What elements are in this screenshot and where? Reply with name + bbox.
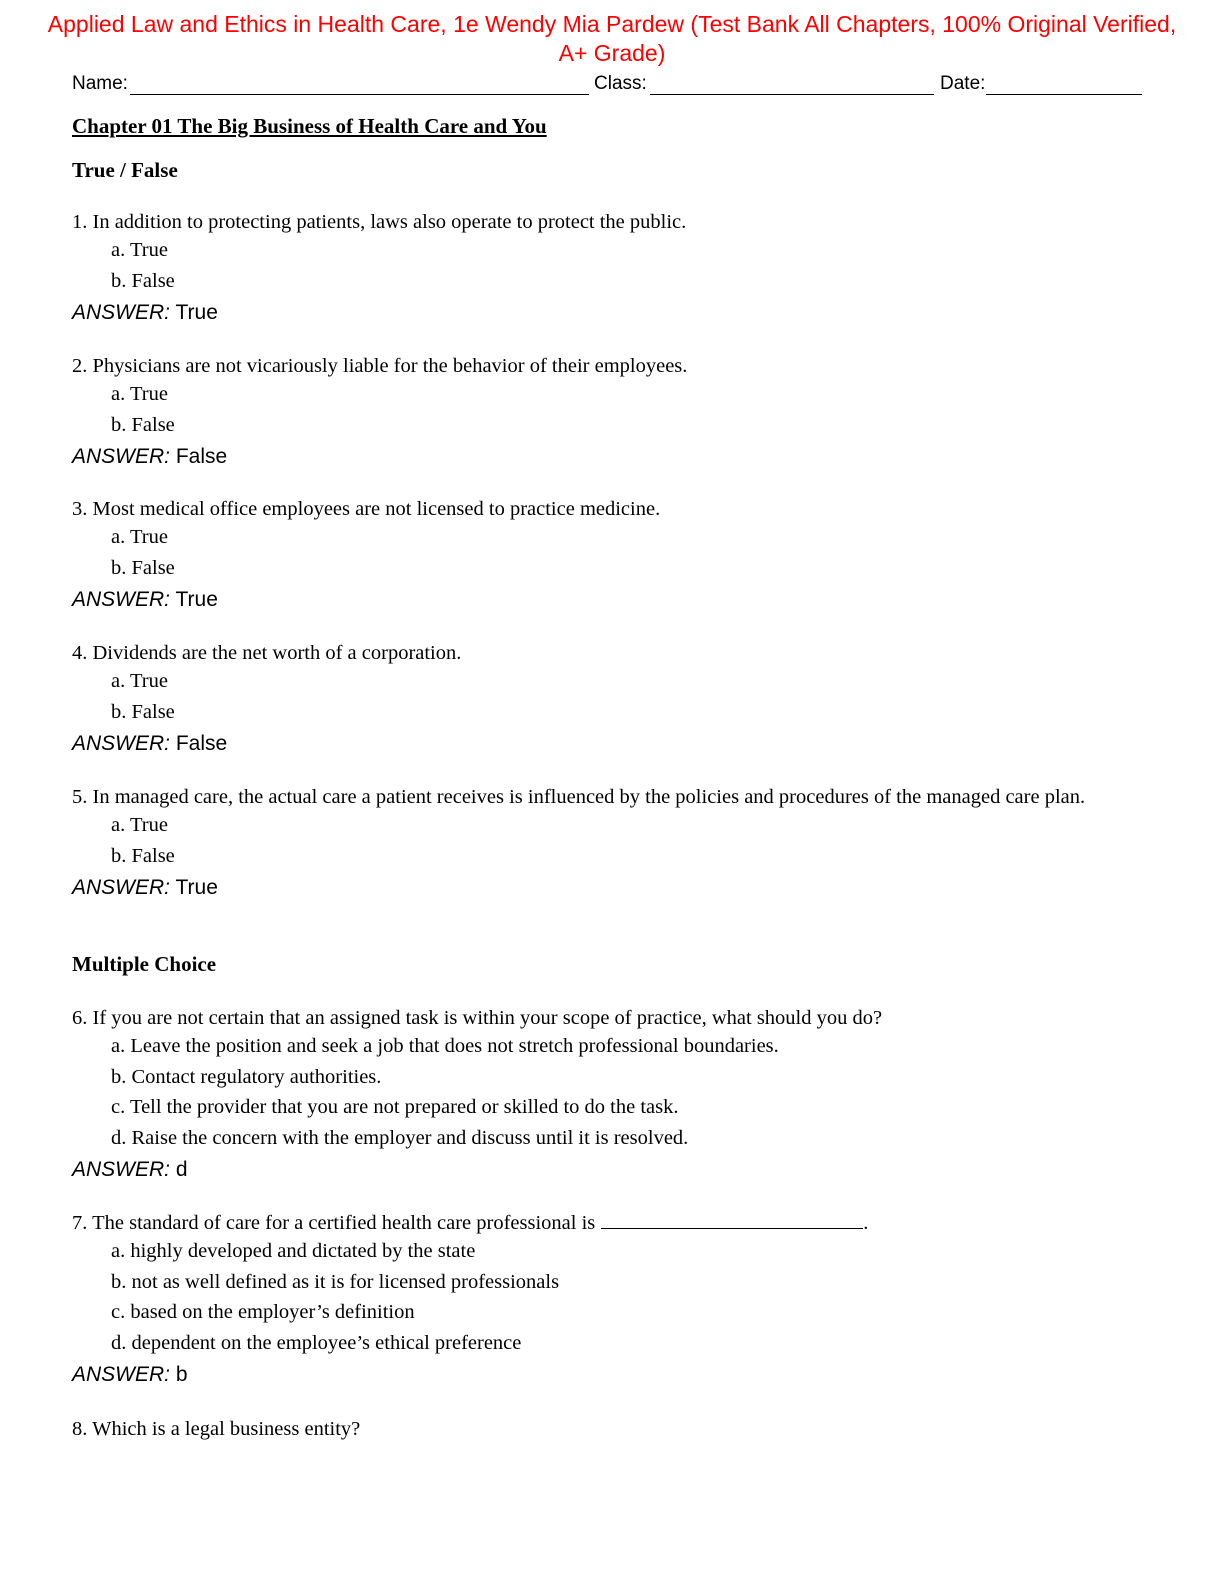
answer-value: True — [175, 588, 218, 611]
section-heading-multiple-choice: Multiple Choice — [72, 952, 217, 976]
option-d: d. dependent on the employee’s ethical preference — [111, 1331, 522, 1354]
option-a: a. True — [111, 239, 168, 261]
question-text: 8. Which is a legal business entity? — [72, 1418, 361, 1440]
question-text-row — [72, 1210, 1132, 1236]
fill-in-blank — [601, 1210, 863, 1229]
option-b: b. Contact regulatory authorities. — [111, 1065, 382, 1088]
name-line — [130, 94, 589, 95]
answer-line — [72, 442, 1132, 472]
answer-line — [72, 1155, 1132, 1185]
option-b: b. False — [111, 556, 175, 579]
question-text: 5. In managed care, the actual care a patient receives is influenced by the policies and procedures of the managed care plan. — [72, 786, 1086, 808]
option-b: b. False — [111, 700, 175, 723]
date-label: Date: — [940, 73, 986, 94]
answer-line — [72, 298, 1132, 328]
option-c: c. based on the employer’s definition — [111, 1301, 415, 1323]
question-3 — [72, 496, 1132, 615]
question-6 — [72, 1005, 1132, 1185]
question-text: 7. The standard of care for a certified health care professional is — [72, 1212, 596, 1234]
question-text-end: . — [863, 1212, 869, 1234]
option-a: a. True — [111, 526, 168, 548]
answer-value: False — [175, 732, 228, 755]
name-label: Name: — [72, 73, 128, 94]
answer-label: ANSWER: — [72, 588, 171, 611]
answer-line — [72, 585, 1132, 615]
answer-value: True — [175, 876, 218, 899]
option-a: a. highly developed and dictated by the state — [111, 1240, 476, 1262]
option-b: b. False — [111, 844, 175, 867]
question-text: 6. If you are not certain that an assigned task is within your scope of practice, what should you do? — [72, 1007, 883, 1029]
class-line — [650, 94, 934, 95]
answer-label: ANSWER: — [72, 301, 171, 324]
question-text: 4. Dividends are the net worth of a corporation. — [72, 642, 462, 664]
option-a: a. True — [111, 814, 168, 836]
option-c: c. Tell the provider that you are not prepared or skilled to do the task. — [111, 1096, 679, 1118]
question-2 — [72, 353, 1132, 472]
option-a: a. True — [111, 670, 168, 692]
answer-line — [72, 729, 1132, 759]
option-b: b. False — [111, 269, 175, 292]
question-8 — [72, 1416, 1132, 1442]
question-5 — [72, 784, 1142, 903]
answer-label: ANSWER: — [72, 876, 171, 899]
document-header-title: Applied Law and Ethics in Health Care, 1e Wendy Mia Pardew (Test Bank All Chapters, 100% Original Verified, A+ Grade) — [47, 11, 1177, 66]
date-line — [986, 94, 1142, 95]
question-4 — [72, 640, 1132, 759]
option-b: b. not as well defined as it is for licensed professionals — [111, 1270, 560, 1293]
chapter-title: Chapter 01 The Big Business of Health Care and You — [72, 114, 547, 138]
class-label: Class: — [594, 73, 647, 94]
option-a: a. Leave the position and seek a job that does not stretch professional boundaries. — [111, 1035, 779, 1057]
answer-label: ANSWER: — [72, 1363, 171, 1386]
question-text: 2. Physicians are not vicariously liable for the behavior of their employees. — [72, 355, 688, 377]
answer-label: ANSWER: — [72, 1158, 171, 1181]
answer-value: False — [175, 445, 228, 468]
answer-value: d — [175, 1158, 188, 1181]
option-d: d. Raise the concern with the employer and discuss until it is resolved. — [111, 1126, 689, 1149]
answer-label: ANSWER: — [72, 732, 171, 755]
answer-value: b — [175, 1363, 188, 1386]
question-1 — [72, 209, 1132, 328]
answer-label: ANSWER: — [72, 445, 171, 468]
section-heading-true-false: True / False — [72, 158, 178, 182]
answer-value: True — [175, 301, 218, 324]
option-a: a. True — [111, 383, 168, 405]
option-b: b. False — [111, 413, 175, 436]
answer-line — [72, 1360, 1132, 1390]
question-text: 3. Most medical office employees are not licensed to practice medicine. — [72, 498, 661, 520]
answer-line — [72, 873, 1142, 903]
student-info-row — [72, 70, 1142, 98]
question-text: 1. In addition to protecting patients, laws also operate to protect the public. — [72, 211, 687, 233]
question-7 — [72, 1210, 1132, 1390]
